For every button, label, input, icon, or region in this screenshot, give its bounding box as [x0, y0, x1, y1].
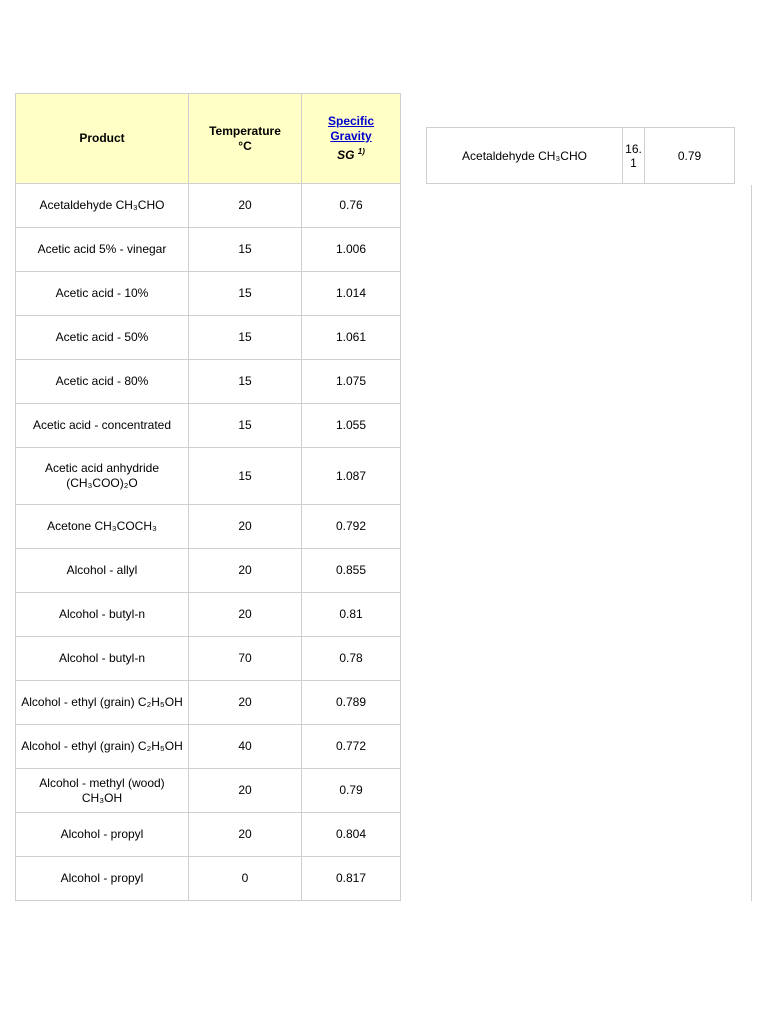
temperature-cell: 20 [189, 593, 302, 637]
temperature-cell: 15 [189, 360, 302, 404]
specific-gravity-cell: 0.792 [302, 505, 401, 549]
table-row [16, 637, 401, 681]
side-table-border-line [751, 185, 752, 901]
temperature-header-label: Temperature [209, 123, 281, 138]
specific-gravity-table [15, 93, 401, 901]
temperature-cell: 15 [189, 316, 302, 360]
table-row [16, 769, 401, 813]
table-row [16, 316, 401, 360]
temperature-cell: 40 [189, 725, 302, 769]
specific-gravity-cell: 0.855 [302, 549, 401, 593]
temperature-line: 1 [630, 155, 637, 170]
table-row [16, 360, 401, 404]
sg-footnote-marker: 1) [357, 147, 365, 156]
table-row [16, 813, 401, 857]
specific-gravity-cell: 1.075 [302, 360, 401, 404]
temperature-column-header [189, 94, 302, 184]
temperature-cell: 20 [189, 813, 302, 857]
table-header-row [16, 94, 401, 184]
table-row [16, 857, 401, 901]
table-row [16, 404, 401, 448]
table-row [427, 128, 735, 184]
product-cell: Alcohol - propyl [16, 857, 189, 901]
product-cell: Acetaldehyde CH₃CHO [427, 128, 623, 184]
specific-gravity-cell: 0.79 [645, 128, 735, 184]
temperature-cell: 15 [189, 272, 302, 316]
temperature-cell: 15 [189, 448, 302, 505]
product-cell: Alcohol - ethyl (grain) C₂H₅OH [16, 681, 189, 725]
product-cell: Acetic acid 5% - vinegar [16, 228, 189, 272]
product-cell: Acetic acid - concentrated [16, 404, 189, 448]
product-cell: Alcohol - ethyl (grain) C₂H₅OH [16, 725, 189, 769]
table-row [16, 184, 401, 228]
specific-gravity-cell: 1.014 [302, 272, 401, 316]
product-cell: Acetic acid - 80% [16, 360, 189, 404]
temperature-cell: 20 [189, 184, 302, 228]
temperature-cell: 20 [189, 505, 302, 549]
product-cell: Alcohol - allyl [16, 549, 189, 593]
product-cell: Acetic acid - 10% [16, 272, 189, 316]
temperature-cell [623, 128, 645, 184]
specific-gravity-cell: 0.78 [302, 637, 401, 681]
product-cell: Alcohol - butyl-n [16, 593, 189, 637]
specific-gravity-cell: 1.061 [302, 316, 401, 360]
specific-gravity-column-header [302, 94, 401, 184]
temperature-cell: 20 [189, 549, 302, 593]
product-cell: Acetaldehyde CH₃CHO [16, 184, 189, 228]
specific-gravity-cell: 0.772 [302, 725, 401, 769]
product-cell: Alcohol - methyl (wood) CH₃OH [16, 769, 189, 813]
specific-gravity-cell: 0.804 [302, 813, 401, 857]
product-cell: Acetic acid - 50% [16, 316, 189, 360]
product-cell: Acetone CH₃COCH₃ [16, 505, 189, 549]
temperature-cell: 20 [189, 681, 302, 725]
specific-gravity-cell: 1.055 [302, 404, 401, 448]
temperature-cell: 20 [189, 769, 302, 813]
product-cell [16, 448, 189, 505]
specific-gravity-link[interactable]: Specific Gravity [327, 114, 375, 143]
specific-gravity-cell: 1.087 [302, 448, 401, 505]
temperature-cell: 15 [189, 404, 302, 448]
table-row [16, 272, 401, 316]
product-column-header: Product [16, 94, 189, 184]
specific-gravity-cell: 0.789 [302, 681, 401, 725]
table-row [16, 228, 401, 272]
table-row [16, 448, 401, 505]
temperature-header-unit: °C [238, 138, 252, 153]
specific-gravity-cell: 0.817 [302, 857, 401, 901]
temperature-cell: 15 [189, 228, 302, 272]
specific-gravity-cell: 0.76 [302, 184, 401, 228]
temperature-line: 16. [625, 141, 642, 156]
specific-gravity-cell: 0.79 [302, 769, 401, 813]
sg-abbreviation: SG [337, 148, 355, 162]
specific-gravity-cell: 0.81 [302, 593, 401, 637]
table-row [16, 549, 401, 593]
temperature-cell: 0 [189, 857, 302, 901]
product-cell: Alcohol - propyl [16, 813, 189, 857]
table-row [16, 593, 401, 637]
product-cell: Alcohol - butyl-n [16, 637, 189, 681]
table-row [16, 681, 401, 725]
specific-gravity-cell: 1.006 [302, 228, 401, 272]
temperature-cell: 70 [189, 637, 302, 681]
overflow-side-table [426, 127, 735, 184]
table-row [16, 725, 401, 769]
table-row [16, 505, 401, 549]
product-formula-line: (CH₃COO)₂O [66, 476, 138, 490]
product-name-line: Acetic acid anhydride [44, 461, 160, 475]
